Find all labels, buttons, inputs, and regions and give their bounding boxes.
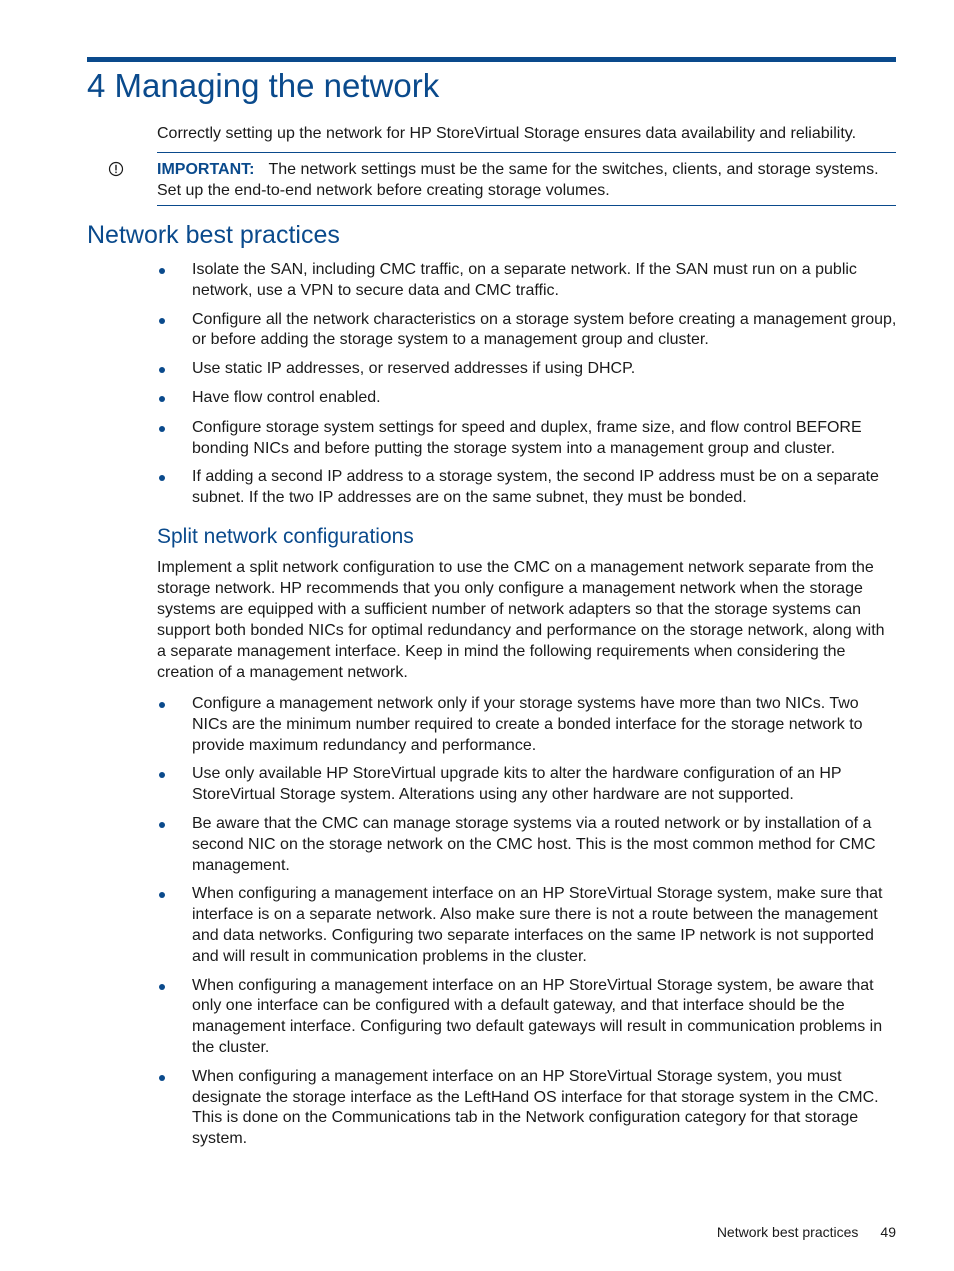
list-item: Configure all the network characteristics on a storage system before creating a management group, or before adding the storage system to a management group and cluster.: [157, 310, 897, 352]
list-item: Isolate the SAN, including CMC traffic, on a separate network. If the SAN must run on a public network, use a VPN to secure data and CMC traffic.: [157, 260, 897, 302]
list-item: When configuring a management interface on an HP StoreVirtual Storage system, make sure that interface is on a separate network. Also make sure there is not a route between the management and data networks. Configuring two separate interfaces on the same IP network is not supported and will result in communication problems in the cluster.: [157, 884, 897, 967]
important-text: [157, 159, 897, 201]
list-item: If adding a second IP address to a storage system, the second IP address must be on a separate subnet. If the two IP addresses are on the same subnet, they must be bonded.: [157, 467, 897, 509]
important-body: The network settings must be the same for the switches, clients, and storage systems. Set up the end-to-end network before creating storage volumes.: [157, 161, 879, 199]
best-practices-list: [157, 260, 897, 509]
list-item: Have flow control enabled.: [157, 388, 897, 409]
list-item: Configure a management network only if your storage systems have more than two NICs. Two NICs are the minimum number required to create a bonded interface for the storage network to provide maximum redundancy and performance.: [157, 694, 897, 756]
subsection-title-split-network: Split network configurations: [157, 525, 414, 548]
list-item: Use only available HP StoreVirtual upgrade kits to alter the hardware configuration of an HP StoreVirtual Storage system. Alterations using any other hardware are not supported.: [157, 764, 897, 806]
section-title-best-practices: Network best practices: [87, 221, 340, 249]
split-network-paragraph: Implement a split network configuration to use the CMC on a management network separate from the storage network. HP recommends that you only configure a management network when the storage systems are equipped with a sufficient number of network adapters so that the storage systems can support both bonded NICs for optimal redundancy and performance on the storage network, along with a separate management interface. Keep in mind the following requirements when considering the creation of a management network.: [157, 559, 885, 681]
page-number: 49: [880, 1224, 896, 1240]
list-item: Be aware that the CMC can manage storage systems via a routed network or by installation of a second NIC on the storage network on the CMC host. This is the most common method for CMC management.: [157, 814, 897, 876]
important-label: IMPORTANT:: [157, 161, 255, 178]
list-item: When configuring a management interface on an HP StoreVirtual Storage system, you must designate the storage interface as the LeftHand OS interface for that storage system in the CMC. This is done on the Communications tab in the Network configuration category for that storage system.: [157, 1067, 897, 1150]
page-footer: [717, 1222, 896, 1242]
chapter-rule: [87, 57, 896, 62]
footer-section-name: Network best practices: [716, 1224, 859, 1240]
chapter-title: 4 Managing the network: [87, 67, 440, 104]
list-item: Configure storage system settings for speed and duplex, frame size, and flow control BEFORE bonding NICs and before putting the storage system into a management group and cluster.: [157, 418, 897, 460]
list-item: When configuring a management interface on an HP StoreVirtual Storage system, be aware that only one interface can be configured with a default gateway, and that interface should be the management interface. Configuring two default gateways will result in communication problems in the cluster.: [157, 976, 897, 1059]
split-network-list: [157, 694, 897, 1150]
list-item: Use static IP addresses, or reserved addresses if using DHCP.: [157, 359, 897, 380]
chapter-intro: Correctly setting up the network for HP StoreVirtual Storage ensures data availability and reliability.: [157, 125, 857, 142]
important-icon: [108, 161, 124, 177]
